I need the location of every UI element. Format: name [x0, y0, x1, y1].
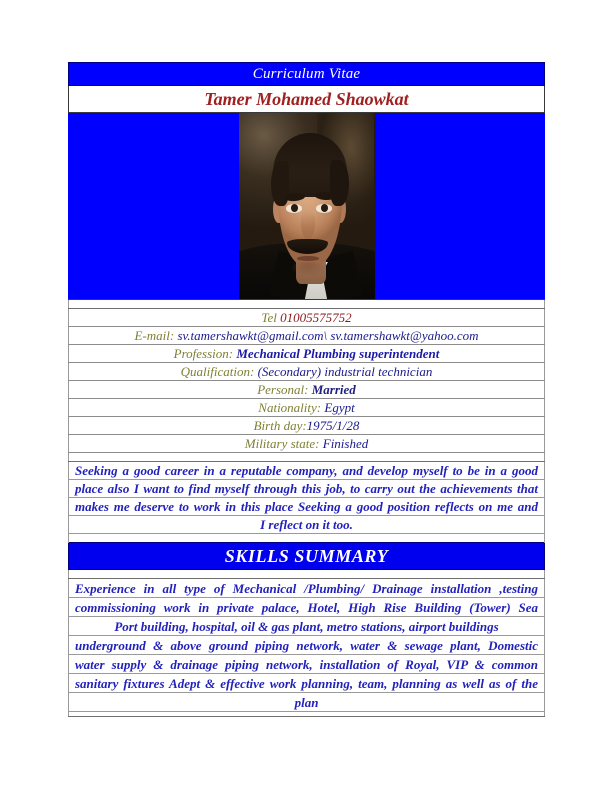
spacer: [69, 453, 545, 462]
detail-row: [69, 345, 545, 363]
cv-photo-row: [69, 113, 545, 300]
skills-line: water supply & drainage piping network, installation of Royal, VIP & common: [69, 655, 545, 674]
photo-chin: [290, 262, 325, 277]
objective-line: makes me deserve to work in this place Seeking a good position reflects on me and: [69, 498, 545, 516]
detail-profession: [69, 345, 545, 363]
detail-tel: [69, 309, 545, 327]
detail-label: Military state:: [244, 435, 320, 451]
spacer: [69, 300, 545, 309]
spacer-row-above-skills: [69, 534, 545, 543]
detail-label: Qualification:: [180, 363, 255, 379]
skills-line: commissioning work in private palace, Hotel, High Rise Building (Tower) Sea: [69, 598, 545, 617]
spacer-row-below-skills-heading: [69, 570, 545, 579]
skills-line: plan: [69, 693, 545, 712]
skills-row: [69, 674, 545, 693]
cv-title: Curriculum Vitae: [69, 63, 545, 86]
skills-row: [69, 579, 545, 598]
portrait-photo: [239, 113, 375, 299]
skills-line: underground & above ground piping network, water & sewage plant, Domestic: [69, 636, 545, 655]
objective-line: Seeking a good career in a reputable company, and develop myself to be in a good: [69, 462, 545, 480]
objective-row: [69, 498, 545, 516]
detail-value: (Secondary) industrial technician: [257, 363, 433, 379]
skills-row: [69, 598, 545, 617]
detail-row: [69, 435, 545, 453]
cv-name-row: [69, 86, 545, 113]
spacer-row-above-details: [69, 300, 545, 309]
detail-value: Egypt: [324, 399, 355, 415]
detail-row: [69, 363, 545, 381]
objective-row: [69, 516, 545, 534]
photo-eye-right: [316, 204, 332, 213]
detail-row: [69, 309, 545, 327]
detail-row: [69, 381, 545, 399]
detail-qualification: [69, 363, 545, 381]
detail-label: E-mail:: [134, 327, 175, 343]
detail-label: Tel: [261, 309, 277, 325]
skills-heading-row: [69, 543, 545, 570]
skills-row: [69, 655, 545, 674]
detail-email: [69, 327, 545, 345]
photo-nose: [301, 210, 315, 240]
photo-cell: [69, 113, 545, 300]
detail-label: Birth day:: [253, 417, 307, 433]
candidate-name: Tamer Mohamed Shaowkat: [69, 86, 545, 113]
skills-line: Port building, hospital, oil & gas plant, metro stations, airport buildings: [69, 617, 545, 636]
cv-title-row: [69, 63, 545, 86]
skills-row: [69, 693, 545, 712]
skills-line: Experience in all type of Mechanical /Plumbing/ Drainage installation ,testing: [69, 579, 545, 598]
detail-label: Profession:: [173, 345, 234, 361]
detail-value: Mechanical Plumbing superintendent: [236, 345, 440, 361]
detail-military-state: [69, 435, 545, 453]
detail-birthday: [69, 417, 545, 435]
spacer: [69, 534, 545, 543]
detail-value: 1975/1/28: [306, 417, 360, 433]
detail-personal: [69, 381, 545, 399]
detail-row: [69, 399, 545, 417]
spacer: [69, 570, 545, 579]
photo-eye-left: [286, 204, 302, 213]
skills-line: sanitary fixtures Adept & effective work planning, team, planning as well as of the: [69, 674, 545, 693]
detail-nationality: [69, 399, 545, 417]
cv-table: [68, 62, 545, 717]
skills-summary-heading: SKILLS SUMMARY: [69, 543, 545, 570]
skills-row: [69, 617, 545, 636]
detail-value: 01005575752: [280, 309, 352, 325]
detail-value: Married: [311, 381, 356, 397]
detail-value: Finished: [322, 435, 369, 451]
photo-mouth: [297, 256, 319, 261]
skills-row: [69, 636, 545, 655]
objective-row: [69, 462, 545, 480]
objective-line: place also I want to find myself through this job, to carry out the achievements that: [69, 480, 545, 498]
objective-line: I reflect on it too.: [69, 516, 545, 534]
spacer-row-above-objective: [69, 453, 545, 462]
detail-label: Nationality:: [258, 399, 322, 415]
objective-row: [69, 480, 545, 498]
detail-value: sv.tamershawkt@gmail.com\ sv.tamershawkt@yahoo.com: [177, 327, 479, 343]
detail-row: [69, 327, 545, 345]
detail-label: Personal:: [257, 381, 309, 397]
spacer: [69, 712, 545, 717]
table-end-row: [69, 712, 545, 717]
detail-row: [69, 417, 545, 435]
